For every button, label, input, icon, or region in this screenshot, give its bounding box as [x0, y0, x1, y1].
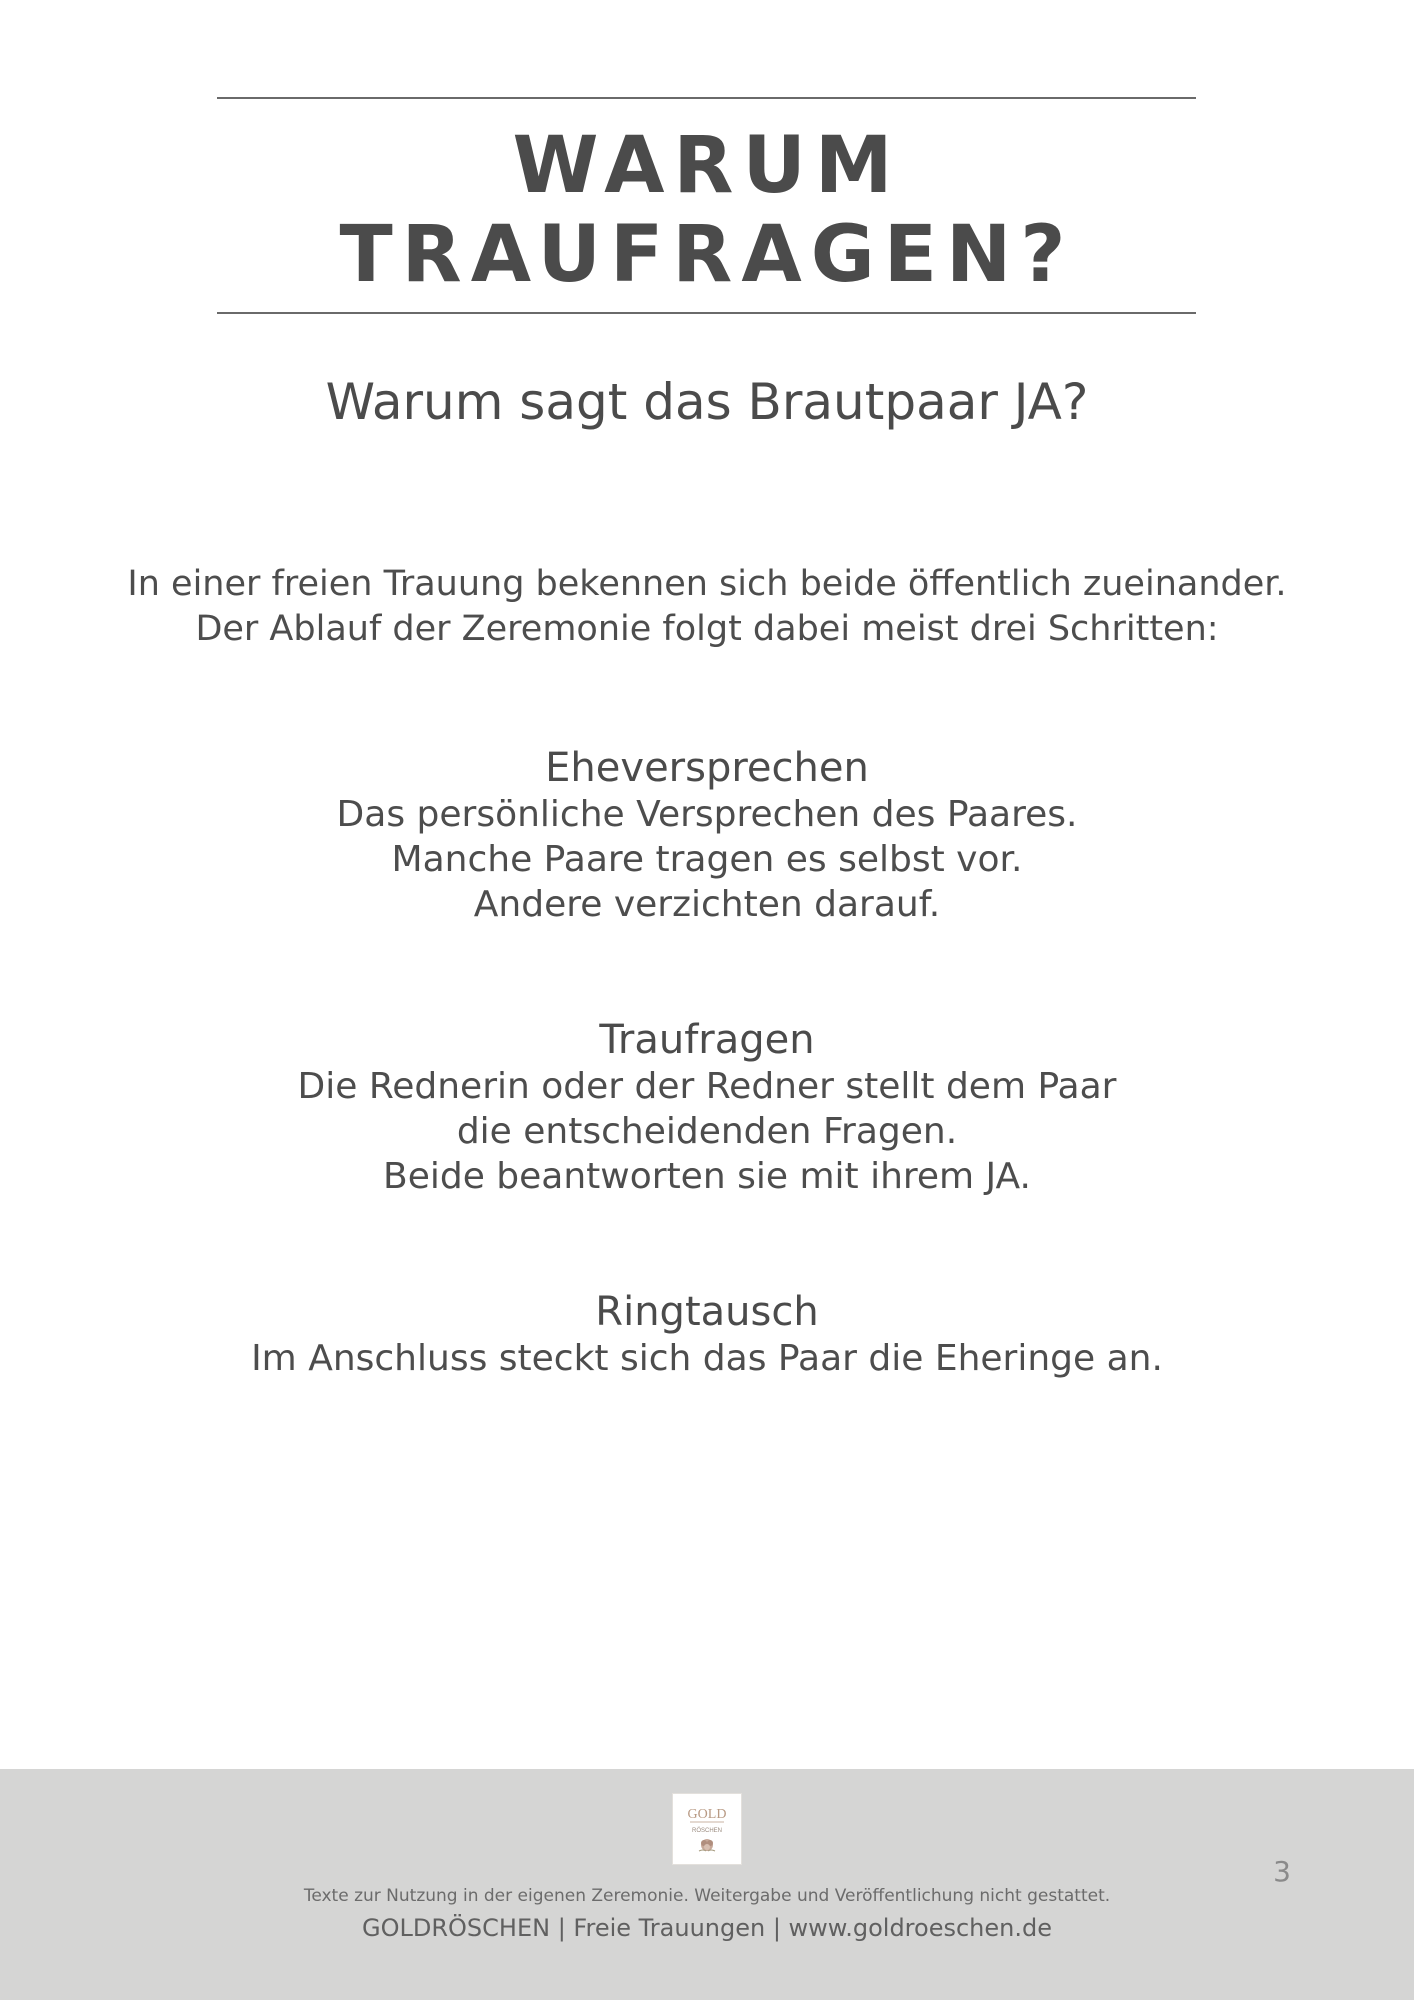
section-ringtausch: [0, 1288, 1414, 1381]
page-number: 3: [1273, 1855, 1291, 1888]
section-line: Die Rednerin oder der Redner stellt dem Paar: [297, 1066, 1117, 1107]
intro-paragraph: [0, 562, 1414, 652]
section-line: die entscheidenden Fragen.: [456, 1111, 958, 1152]
section-line: Im Anschluss steckt sich das Paar die Eheringe an.: [251, 1338, 1163, 1379]
logo-bottom-text: RÖSCHEN: [691, 1828, 723, 1834]
section-eheversprechen: [0, 744, 1414, 927]
subtitle: Warum sagt das Brautpaar JA?: [325, 373, 1089, 431]
section-line: Andere verzichten darauf.: [473, 884, 941, 925]
section-heading: Ringtausch: [595, 1289, 819, 1335]
title-rule-bottom: [217, 312, 1196, 314]
title-rule-top: [217, 97, 1196, 99]
section-line: Beide beantworten sie mit ihrem JA.: [383, 1156, 1031, 1197]
footer-brandline: GOLDRÖSCHEN | Freie Trauungen | www.goldroeschen.de: [362, 1914, 1052, 1942]
intro-line-1: In einer freien Trauung bekennen sich beide öffentlich zueinander.: [127, 564, 1287, 604]
section-heading: Traufragen: [599, 1017, 815, 1063]
footer: [0, 1769, 1414, 2000]
brand-logo: [672, 1793, 742, 1865]
section-traufragen: [0, 1016, 1414, 1199]
rose-icon: [699, 1839, 715, 1851]
section-heading: Eheversprechen: [545, 745, 869, 791]
intro-line-2: Der Ablauf der Zeremonie folgt dabei meist drei Schritten:: [195, 609, 1219, 649]
section-line: Manche Paare tragen es selbst vor.: [391, 839, 1023, 880]
logo-top-text: GOLD: [687, 1807, 727, 1822]
footer-disclaimer: Texte zur Nutzung in der eigenen Zeremonie. Weitergabe und Veröffentlichung nicht gestattet.: [303, 1886, 1111, 1906]
section-line: Das persönliche Versprechen des Paares.: [336, 794, 1078, 835]
page-title-line-1: WARUM: [512, 121, 902, 211]
page-title-line-2: TRAUFRAGEN?: [339, 210, 1075, 300]
